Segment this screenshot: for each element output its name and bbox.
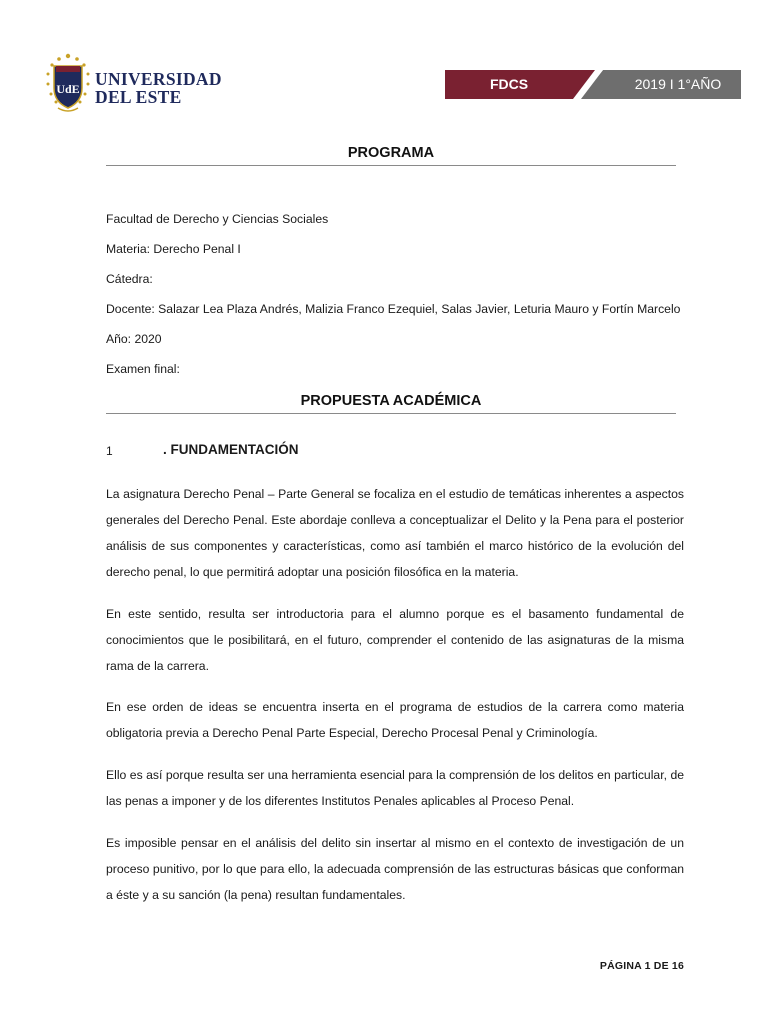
university-name-line2: DEL ESTE [95,87,182,107]
paragraph-1: La asignatura Derecho Penal – Parte General se focaliza en el estudio de temáticas inherentes a aspectos generales del Derecho Penal. Este abordaje conlleva a conceptualizar el Delito y la Pena para el posterior análisis de sus componentes y características, como así también el marco histórico de la evolución del derecho penal, lo que permitirá adoptar una posición filosófica en la materia. [106,487,684,579]
heading-propuesta-rule [106,413,676,414]
emblem-letters: UdE [56,82,80,96]
university-logo [44,50,222,116]
university-emblem-icon [44,50,92,114]
band-year-label: 2019 I 1°AÑO [634,76,722,92]
section-number: 1 [106,444,113,458]
paragraph-3: En ese orden de ideas se encuentra inserta en el programa de estudios de la carrera como materia obligatoria previa a Derecho Penal Parte Especial, Derecho Procesal Penal y Criminología. [106,700,684,740]
header-band [445,70,741,99]
paragraph-5: Es imposible pensar en el análisis del delito sin insertar al mismo en el contexto de investigación de un proceso punitivo, por lo que para ello, la adecuada comprensión de las estructuras básicas que conforman a éste y a su sanción (la pena) resultan fundamentales. [106,836,684,902]
info-facultad: Facultad de Derecho y Ciencias Sociales [106,212,329,226]
university-name [95,70,222,106]
info-materia: Materia: Derecho Penal I [106,242,241,256]
heading-propuesta: PROPUESTA ACADÉMICA [300,393,482,409]
page-number: PÁGINA 1 DE 16 [599,960,684,972]
paragraph-4: Ello es así porque resulta ser una herramienta esencial para la comprensión de los delitos en particular, de las penas a imponer y de los diferentes Institutos Penales aplicables al Proceso Penal. [106,768,684,808]
band-faculty-label: FDCS [489,76,529,92]
info-catedra: Cátedra: [106,272,153,286]
info-docente: Docente: Salazar Lea Plaza Andrés, Malizia Franco Ezequiel, Salas Javier, Leturia Mauro y Fortín Marcelo [106,302,681,316]
university-name-line1: UNIVERSIDAD [95,69,222,89]
section-title: . FUNDAMENTACIÓN [163,442,299,457]
paragraph-2: En este sentido, resulta ser introductoria para el alumno porque es el basamento fundamental de conocimientos que le posibilitará, en el futuro, comprender el contenido de las asignaturas de la misma rama de la carrera. [106,607,684,673]
heading-programa: PROGRAMA [347,145,435,161]
info-examen: Examen final: [106,362,180,376]
heading-programa-rule [106,165,676,166]
info-anio: Año: 2020 [106,332,162,346]
